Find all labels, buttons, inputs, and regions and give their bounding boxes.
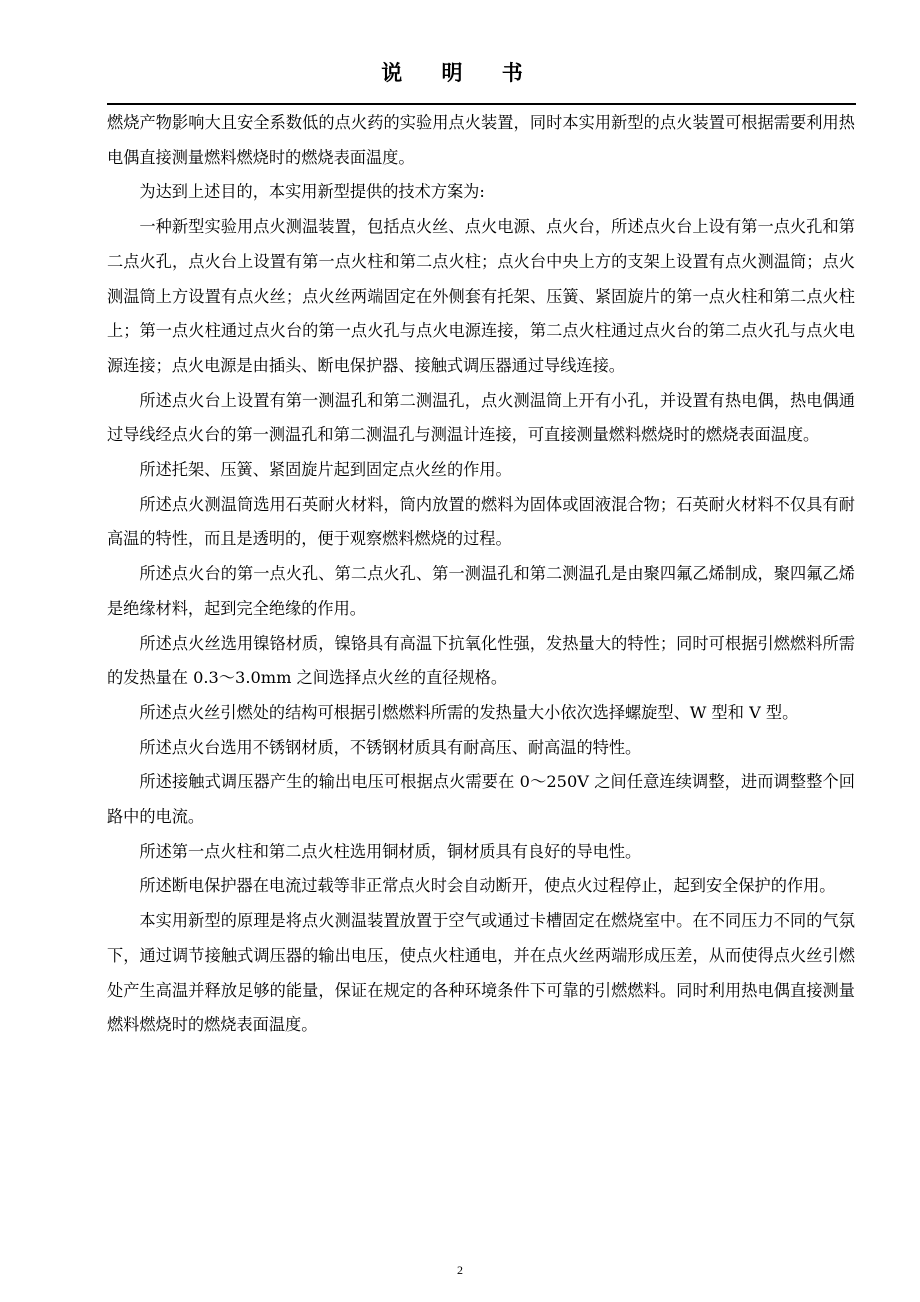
paragraph-circuit-breaker: 所述断电保护器在电流过载等非正常点火时会自动断开，使点火过程停止，起到安全保护的作用。	[139, 876, 836, 896]
paragraph-copper-posts: 所述第一点火柱和第二点火柱选用铜材质，铜材质具有良好的导电性。	[139, 841, 642, 861]
paragraph-nichrome-wire: 所述点火丝选用镍铬材质，镍铬具有高温下抗氧化性强，发热量大的特性；同时可根据引燃燃料所需的发热量在 0.3～3.0mm 之间选择点火丝的直径规格。	[107, 633, 855, 688]
paragraph-voltage-regulator: 所述接触式调压器产生的输出电压可根据点火需要在 0～250V 之间任意连续调整，进而调整整个回路中的电流。	[107, 772, 855, 827]
paragraph-device-structure: 一种新型实验用点火测温装置，包括点火丝、点火电源、点火台，所述点火台上设有第一点火孔和第二点火孔，点火台上设置有第一点火柱和第二点火柱；点火台中央上方的支架上设置有点火测温筒；点火测温筒上方设置有点火丝；点火丝两端固定在外侧套有托架、压簧、紧固旋片的第一点火柱和第二点火柱上；第一点火柱通过点火台的第一点火孔与点火电源连接，第二点火柱通过点火台的第二点火孔与点火电源连接；点火电源是由插头、断电保护器、接触式调压器通过导线连接。	[107, 217, 855, 375]
paragraph-ptfe-insulation: 所述点火台的第一点火孔、第二点火孔、第一测温孔和第二测温孔是由聚四氟乙烯制成，聚四氟乙烯是绝缘材料，起到完全绝缘的作用。	[107, 564, 855, 618]
paragraph-wire-shape: 所述点火丝引燃处的结构可根据引燃燃料所需的发热量大小依次选择螺旋型、W 型和 V 型。	[139, 702, 799, 722]
paragraph-principle: 本实用新型的原理是将点火测温装置放置于空气或通过卡槽固定在燃烧室中。在不同压力不同的气氛下，通过调节接触式调压器的输出电压，使点火柱通电，并在点火丝两端形成压差，从而使得点火丝引燃处产生高温并释放足够的能量，保证在规定的各种环境条件下可靠的引燃燃料。同时利用热电偶直接测量燃料燃烧时的燃烧表面温度。	[107, 911, 855, 1035]
paragraph-stainless-platform: 所述点火台选用不锈钢材质，不锈钢材质具有耐高压、耐高温的特性。	[139, 737, 642, 757]
page-title: 说 明 书	[381, 60, 539, 85]
page-number: 2	[457, 1263, 463, 1277]
paragraph-temperature-holes: 所述点火台上设置有第一测温孔和第二测温孔，点火测温筒上开有小孔，并设置有热电偶，热电偶通过导线经点火台的第一测温孔和第二测温孔与测温计连接，可直接测量燃料燃烧时的燃烧表面温度。	[107, 390, 855, 445]
header-divider	[107, 103, 856, 105]
paragraph-quartz-tube: 所述点火测温筒选用石英耐火材料，筒内放置的燃料为固体或固液混合物；石英耐火材料不仅具有耐高温的特性，而且是透明的，便于观察燃料燃烧的过程。	[107, 494, 855, 549]
paragraph-purpose: 为达到上述目的，本实用新型提供的技术方案为:	[139, 182, 485, 202]
document-body	[107, 106, 855, 1043]
paragraph-bracket-spring: 所述托架、压簧、紧固旋片起到固定点火丝的作用。	[139, 460, 512, 480]
paragraph-continued: 燃烧产物影响大且安全系数低的点火药的实验用点火装置，同时本实用新型的点火装置可根据需要利用热电偶直接测量燃料燃烧时的燃烧表面温度。	[107, 113, 855, 167]
